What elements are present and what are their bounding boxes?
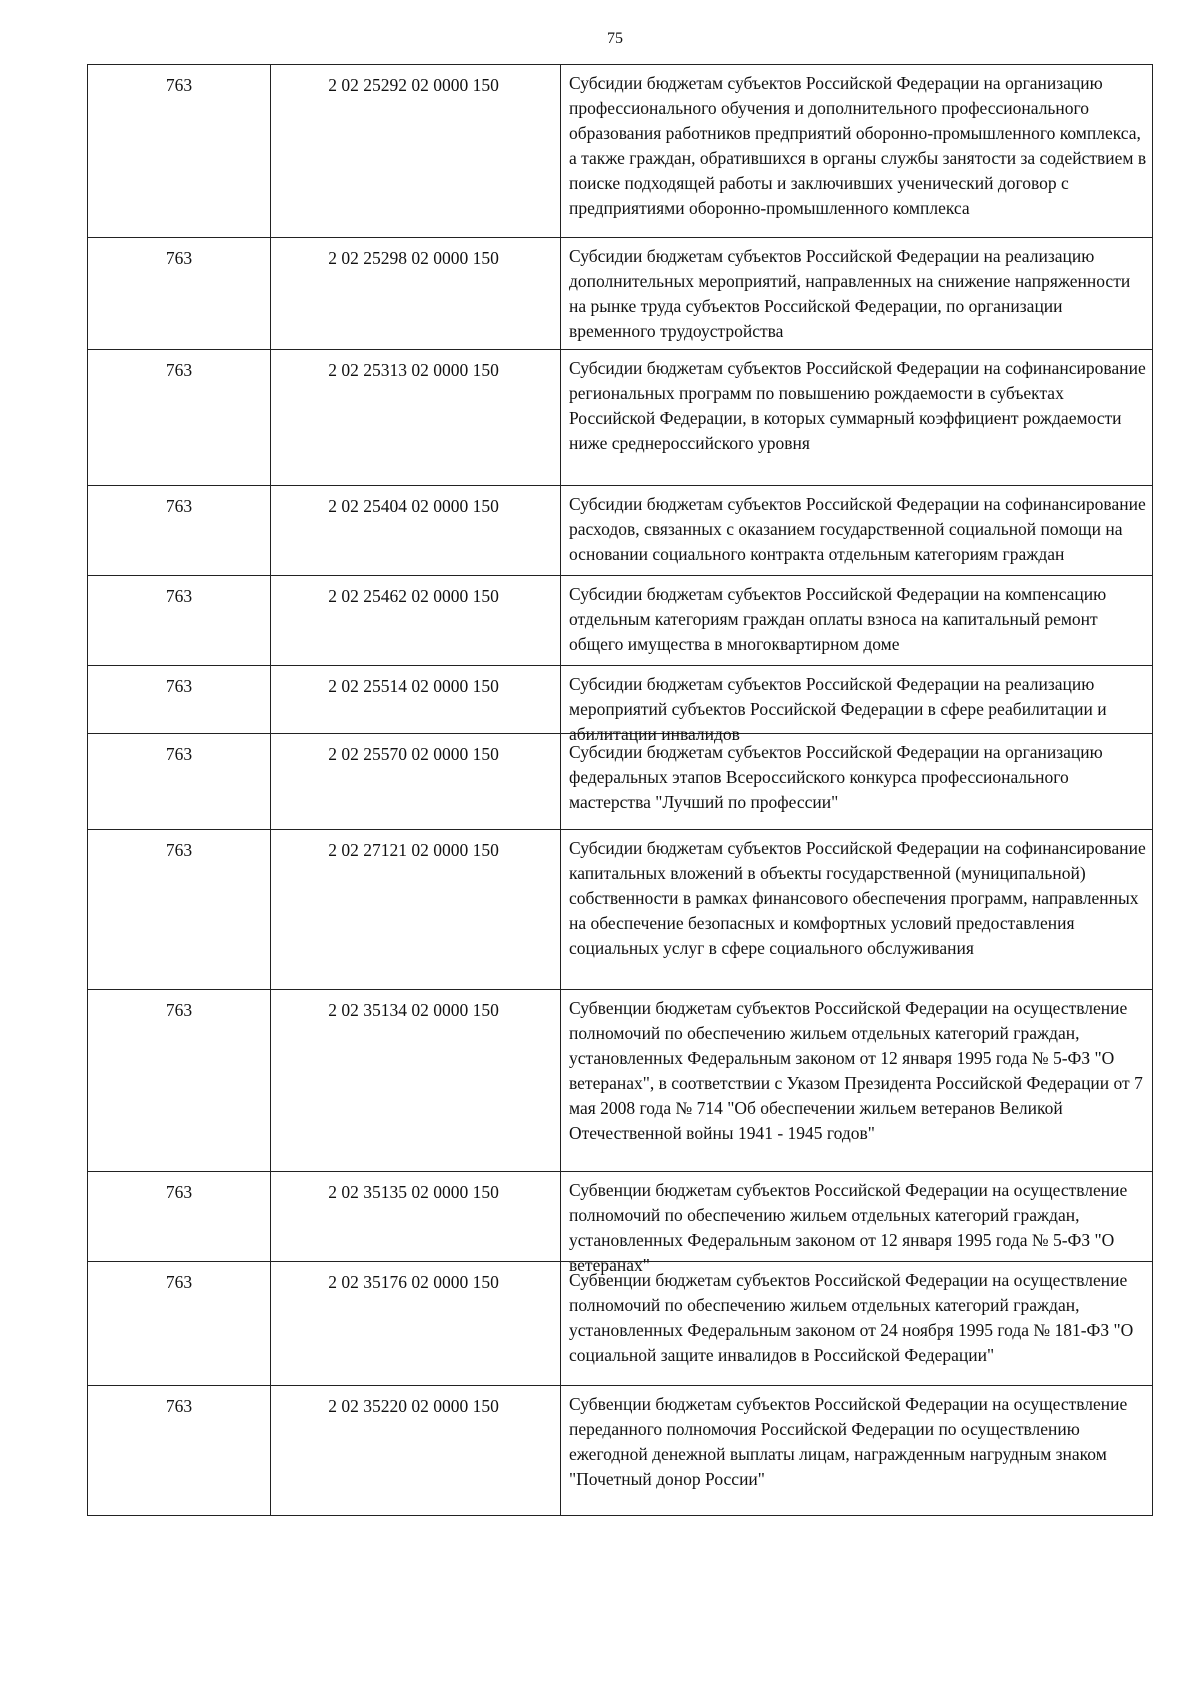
table-row [88,733,1152,829]
admin-code-cell: 763 [165,360,193,380]
admin-code-cell: 763 [165,676,193,696]
revenue-code-cell: 2 02 25404 02 0000 150 [270,486,560,575]
revenue-description-cell: Субсидии бюджетам субъектов Российской Федерации на реализацию мероприятий субъектов Российской Федерации в сфере реабилитации и абилитации инвалидов [560,666,1154,747]
admin-code-cell: 763 [165,1272,193,1292]
revenue-code-cell: 2 02 25462 02 0000 150 [270,576,560,665]
admin-code-cell: 763 [165,840,193,860]
admin-code-cell: 763 [165,496,193,516]
table-row [88,829,1152,989]
table-row [88,1171,1152,1275]
table-row [88,65,1152,237]
revenue-description-cell: Субсидии бюджетам субъектов Российской Федерации на софинансирование расходов, связанных с оказанием государственной социальной помощи на основании социального контракта отдельным категориям граждан [560,486,1154,575]
table-row [88,1261,1152,1385]
admin-code-cell: 763 [165,1396,193,1416]
admin-code-cell: 763 [165,586,193,606]
revenue-code-cell: 2 02 25298 02 0000 150 [270,238,560,349]
revenue-code-cell: 2 02 25570 02 0000 150 [270,734,560,829]
admin-code-cell: 763 [165,1182,193,1202]
revenue-description-cell: Субсидии бюджетам субъектов Российской Федерации на организацию федеральных этапов Всероссийского конкурса профессионального мастерства "Лучший по профессии" [560,734,1154,829]
revenue-code-cell: 2 02 35135 02 0000 150 [270,1172,560,1278]
revenue-code-cell: 2 02 35176 02 0000 150 [270,1262,560,1385]
table-row [88,989,1152,1171]
revenue-description-cell: Субсидии бюджетам субъектов Российской Федерации на реализацию дополнительных мероприятий, направленных на снижение напряженности на рынке труда субъектов Российской Федерации, по организации временного трудоустройства [560,238,1154,349]
revenue-code-cell: 2 02 35220 02 0000 150 [270,1386,560,1515]
table-row [88,485,1152,575]
table-row [88,575,1152,665]
revenue-description-cell: Субсидии бюджетам субъектов Российской Федерации на компенсацию отдельным категориям граждан оплаты взноса на капитальный ремонт общего имущества в многоквартирном доме [560,576,1154,665]
revenue-description-cell: Субвенции бюджетам субъектов Российской Федерации на осуществление полномочий по обеспечению жильем отдельных категорий граждан, установленных Федеральным законом от 24 ноября 1995 года № 181-ФЗ "О социальной защите инвалидов в Российской Федерации" [560,1262,1154,1385]
admin-code-cell: 763 [165,75,193,95]
revenue-code-cell: 2 02 25292 02 0000 150 [270,65,560,237]
table-row [88,349,1152,485]
revenue-description-cell: Субсидии бюджетам субъектов Российской Федерации на софинансирование региональных программ по повышению рождаемости в субъектах Российской Федерации, в которых суммарный коэффициент рождаемости ниже среднероссийского уровня [560,350,1154,485]
revenue-code-cell: 2 02 35134 02 0000 150 [270,990,560,1171]
revenue-description-cell: Субвенции бюджетам субъектов Российской Федерации на осуществление полномочий по обеспечению жильем отдельных категорий граждан, установленных Федеральным законом от 12 января 1995 года № 5-ФЗ "О ветеранах" [560,1172,1154,1278]
table-row [88,237,1152,349]
revenue-code-cell: 2 02 25514 02 0000 150 [270,666,560,747]
admin-code-cell: 763 [165,744,193,764]
table-row [88,665,1152,744]
revenue-description-cell: Субсидии бюджетам субъектов Российской Федерации на софинансирование капитальных вложений в объекты государственной (муниципальной) собственности в рамках финансового обеспечения программ, направленных на обеспечение безопасных и комфортных условий предоставления социальных услуг в сфере социального обслуживания [560,830,1154,989]
revenue-description-cell: Субсидии бюджетам субъектов Российской Федерации на организацию профессионального обучения и дополнительного профессионального образования работников предприятий оборонно-промышленного комплекса, а также граждан, обратившихся в органы службы занятости за содействием в поиске подходящей работы и заключивших ученический договор с предприятиями оборонно-промышленного комплекса [560,65,1154,237]
revenue-code-cell: 2 02 25313 02 0000 150 [270,350,560,485]
revenue-description-cell: Субвенции бюджетам субъектов Российской Федерации на осуществление переданного полномочия Российской Федерации по осуществлению ежегодной денежной выплаты лицам, награжденным нагрудным знаком "Почетный донор России" [560,1386,1154,1515]
revenue-codes-table [87,64,1153,1516]
admin-code-cell: 763 [165,1000,193,1020]
admin-code-cell: 763 [165,248,193,268]
revenue-description-cell: Субвенции бюджетам субъектов Российской Федерации на осуществление полномочий по обеспечению жильем отдельных категорий граждан, установленных Федеральным законом от 12 января 1995 года № 5-ФЗ "О ветеранах", в соответствии с Указом Президента Российской Федерации от 7 мая 2008 года № 714 "Об обеспечении жильем ветеранов Великой Отечественной войны 1941 - 1945 годов" [560,990,1154,1171]
table-row [88,1385,1152,1515]
page-number: 75 [607,30,623,47]
revenue-code-cell: 2 02 27121 02 0000 150 [270,830,560,989]
